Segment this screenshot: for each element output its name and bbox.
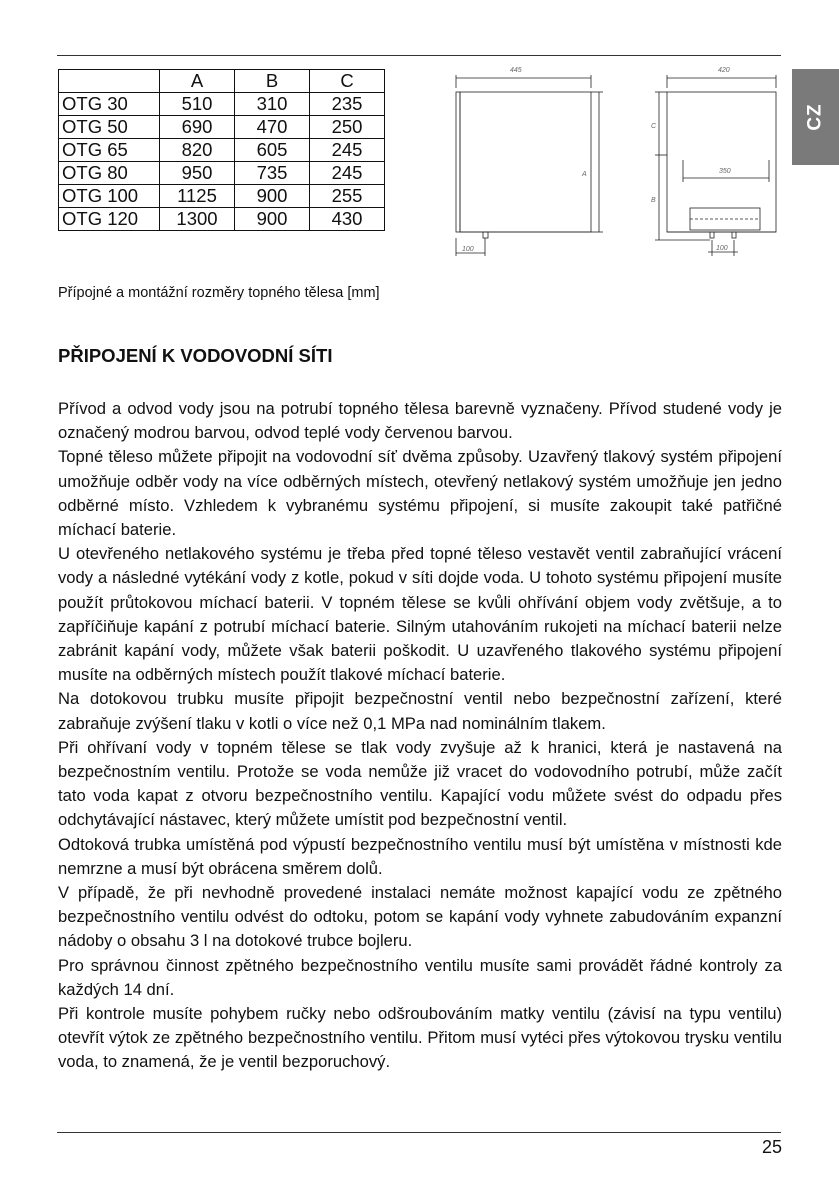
paragraph: Topné těleso můžete připojit na vodovodní síť dvěma způsoby. Uzavřený tlakový systém připojení umožňuje odběr vody na více odběrných místech, otevřený netlakový systém umožňuje jen jedno odběrné místo. Vzhledem k vybranému systému připojení, si musíte zakoupit také patřičné míchací baterie. [58,447,782,540]
heater-dimension-drawing [440,60,790,270]
table-cell-model: OTG 65 [59,139,160,162]
table-cell: 510 [160,93,235,116]
dim-B-label: B [651,197,656,204]
table-cell-model: OTG 100 [59,185,160,208]
table-header-cell: B [235,70,310,93]
table-row [59,162,385,185]
bottom-rule [57,1132,781,1133]
table-cell: 235 [310,93,385,116]
table-cell: 250 [310,116,385,139]
paragraph: Na dotokovou trubku musíte připojit bezpečnostní ventil nebo bezpečnostní zařízení, které zabraňuje zvýšení tlaku v kotli o více než 0,1 MPa nad nominálním tlakem. [58,689,782,733]
dim-350-label: 350 [719,168,731,175]
table-cell-model: OTG 80 [59,162,160,185]
side-view [456,67,603,256]
table-cell: 735 [235,162,310,185]
language-tab-label: CZ [804,103,826,131]
table-header-cell: C [310,70,385,93]
paragraph: Při ohřívaní vody v topném tělese se tlak vody zvyšuje až k hranici, která je nastavená na bezpečnostním ventilu. Protože se voda nemůže již vracet do vodovodního potrubí, může začít tato voda kapat z otvoru bezpečnostního ventilu. Kapající vodu můžete svést do odpadu přes odchytávající nástavec, který můžete umístit pod bezpečnostní ventil. [58,737,782,830]
dimensions-table [58,69,385,231]
table-cell: 690 [160,116,235,139]
table-cell: 900 [235,208,310,231]
table-cell: 1300 [160,208,235,231]
dim-100b-label: 100 [716,245,728,252]
page-number: 25 [761,1137,782,1157]
paragraph: Přívod a odvod vody jsou na potrubí topného tělesa barevně vyznačeny. Přívod studené vody je označený modrou barvou, odvod teplé vody červenou barvou. [58,399,782,443]
dim-C-label: C [651,123,657,130]
table-cell: 470 [235,116,310,139]
table-cell-model: OTG 50 [59,116,160,139]
table-cell-model: OTG 30 [59,93,160,116]
table-header-cell: A [160,70,235,93]
section-heading: PŘIPOJENÍ K VODOVODNÍ SÍTI [58,345,333,366]
body-text [58,397,782,1075]
dim-A-label: A [582,171,587,178]
table-row [59,185,385,208]
dim-100a-label: 100 [462,246,474,253]
dim-445-label: 445 [510,67,522,74]
table-cell: 605 [235,139,310,162]
front-view [651,67,776,256]
table-cell: 255 [310,185,385,208]
table-header-row [59,70,385,93]
paragraph: Odtoková trubka umístěná pod výpustí bezpečnostního ventilu musí být umístěna v místnosti kde nemrzne a musí být obrácena směrem dolů. [58,834,782,878]
table-cell: 245 [310,162,385,185]
table-row [59,93,385,116]
table-row [59,139,385,162]
paragraph: U otevřeného netlakového systému je třeba před topné těleso vestavět ventil zabraňující vrácení vody a následné vytékání vody z kotle, pokud v síti dojde voda. U tohoto systému připojení musíte použít průtokovou míchací baterii. V topném tělese se kvůli ohřívání objem vody zvětšuje, a to zapříčiňuje kapání z potrubí míchací baterie. Silným utahováním rukojeti na míchací baterii nelze zabránit kapání vody, můžete však baterii poškodit. U uzavřeného tlakového systému připojení musíte na odběrných místech použít tlakové míchací baterie. [58,544,782,685]
figure-caption: Přípojné a montážní rozměry topného tělesa [mm] [58,285,380,301]
language-tab [792,69,839,165]
paragraph: Při kontrole musíte pohybem ručky nebo odšroubováním matky ventilu (závisí na typu ventilu) otevřít výtok ze zpětného bezpečnostního ventilu. Přitom musí vytéci přes výtokovou trysku ventilu voda, to znamená, že je ventil bezporuchový. [58,1004,782,1072]
table-cell: 820 [160,139,235,162]
table-cell-model: OTG 120 [59,208,160,231]
table-row [59,116,385,139]
table-cell: 310 [235,93,310,116]
table-cell: 950 [160,162,235,185]
table-row [59,208,385,231]
table-cell: 900 [235,185,310,208]
dim-420-label: 420 [718,67,730,74]
table-cell: 430 [310,208,385,231]
table-header-cell [59,70,160,93]
table-cell: 1125 [160,185,235,208]
paragraph: V případě, že při nevhodně provedené instalaci nemáte možnost kapající vodu ze zpětného bezpečnostního ventilu odvést do odtoku, potom se kapání vody vyhnete zabudováním expanzní nádoby o obsahu 3 l na dotokové trubce bojleru. [58,883,782,951]
paragraph: Pro správnou činnost zpětného bezpečnostního ventilu musíte sami provádět řádné kontroly za každých 14 dní. [58,955,782,999]
top-rule [57,55,781,56]
table-cell: 245 [310,139,385,162]
